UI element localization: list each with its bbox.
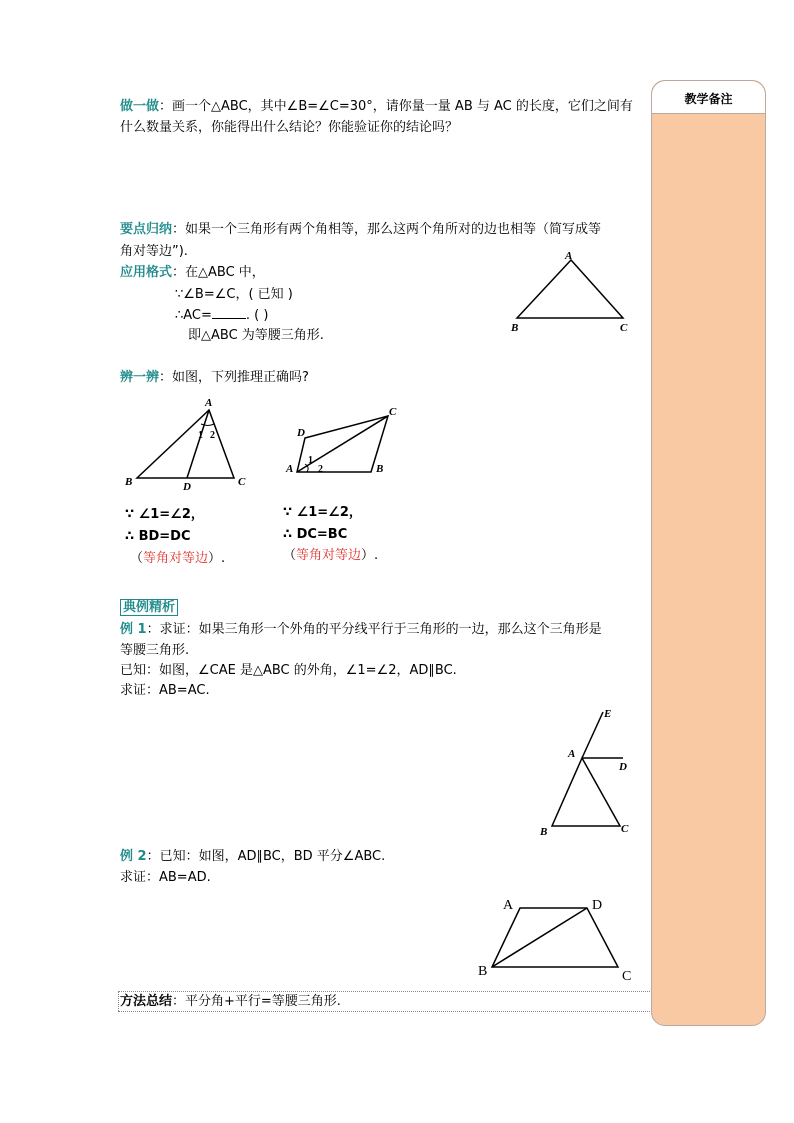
example2-text-1: ：已知：如图，AD∥BC，BD 平分∠ABC. [146,849,386,864]
discern-left-3 [130,549,225,569]
format-line-1 [120,263,265,283]
figure-triangle-abc [505,248,635,336]
try-text-1: ：画一个△ABC，其中∠B=∠C=30°，请你量一量 AB 与 AC 的长度，它们之间有 [159,99,633,114]
summary-line-2: 角对等边”). [120,244,188,259]
tri2-label-d: D [183,481,191,493]
format-text-1: ：在△ABC 中， [172,265,265,280]
example1-line-3: 已知：如图，∠CAE 是△ABC 的外角，∠1=∠2，AD∥BC. [120,663,457,678]
angle-arc [201,424,214,426]
figure-example1 [535,702,635,840]
discern-right-1: ∵ ∠1=∠2， [283,505,362,520]
ex2-label-c: C [622,969,632,984]
discern-right-reason: 等角对等边 [296,548,362,563]
quad-label-2: 2 [318,464,323,475]
ex1-label-a: A [568,748,576,760]
notes-sidebar [651,80,766,1026]
discern-right-close: ）. [361,548,379,563]
discern-line [120,368,309,388]
ex1-extension-ae [582,712,603,758]
example2-line-2: 求证：AB=AD. [120,870,211,885]
example1-line-4: 求证：AB=AC. [120,683,210,698]
quad-label-d: D [297,427,305,439]
quad-label-a: A [286,463,294,475]
discern-right-2: ∴ DC=BC [283,527,348,542]
summary-line-1 [120,220,601,240]
tri2-label-b: B [125,476,133,488]
summary-label: 要点归纳 [120,222,173,237]
tri1-label-b: B [511,322,519,334]
figure-bisector-triangle [120,394,255,494]
format-line-3 [175,306,268,326]
discern-right-3 [283,546,378,566]
try-label: 做一做 [120,99,160,114]
try-line-1 [120,97,633,117]
tri1-label-c: C [620,322,628,334]
discern-left-1: ∵ ∠1=∠2， [125,507,204,522]
section-title: 典例精析 [120,599,178,616]
ex2-label-a: A [503,898,514,913]
format-label: 应用格式 [120,265,173,280]
format-line-3b: . ( ) [245,308,269,323]
format-line-3a: ∴AC= [175,308,212,323]
example1-text-1: ：求证：如果三角形一个外角的平分线平行于三角形的一边，那么这个三角形是 [146,622,602,637]
ex1-label-c: C [621,823,629,835]
example2-line-1 [120,847,385,867]
format-blank [212,306,246,319]
tri1-label-a: A [565,250,573,262]
example2-label: 例 2 [120,849,147,864]
figure-example2 [475,893,640,985]
discern-text: ：如图，下列推理正确吗? [159,370,309,385]
discern-left-2: ∴ BD=DC [125,529,191,544]
format-line-4: 即△ABC 为等腰三角形. [188,328,324,343]
triangle-abc-shape [517,260,623,318]
ex2-label-b: B [478,964,488,979]
example1-line-2: 等腰三角形. [120,643,190,658]
try-line-2: 什么数量关系，你能得出什么结论？你能验证你的结论吗？ [120,120,459,135]
ex2-trapezoid [492,908,618,967]
method-text: ：平分角+平行=等腰三角形. [172,994,341,1009]
tri2-label-2: 2 [210,430,215,441]
summary-text-1: ：如果一个三角形有两个角相等，那么这两个角所对的边也相等（简写成等 [172,222,602,237]
quad-label-c: C [389,406,397,418]
ex1-label-d: D [619,761,627,773]
quad-label-1: 1 [308,455,313,466]
method-label: 方法总结 [120,994,173,1009]
tri2-label-c: C [238,476,246,488]
discern-left-open: （ [130,551,144,566]
tri2-label-a: A [205,397,213,409]
ex1-label-e: E [604,708,612,720]
discern-left-reason: 等角对等边 [143,551,209,566]
ex1-label-b: B [540,826,548,838]
ex1-triangle [552,758,620,826]
example1-label: 例 1 [120,622,147,637]
notes-sidebar-title: 教学备注 [652,81,765,114]
discern-left-close: ）. [208,551,226,566]
example1-line-1 [120,620,602,640]
ex2-label-d: D [592,898,603,913]
bisector-triangle-shape [137,410,234,478]
method-box-left [118,991,119,1011]
quad-label-b: B [376,463,384,475]
tri2-label-1: 1 [198,430,203,441]
discern-right-open: （ [283,548,297,563]
section-heading [120,598,178,618]
method-line [120,992,341,1012]
figure-quadrilateral [283,400,408,485]
format-line-2: ∵∠B=∠C，( 已知 ) [175,287,293,302]
discern-label: 辨一辨 [120,370,160,385]
